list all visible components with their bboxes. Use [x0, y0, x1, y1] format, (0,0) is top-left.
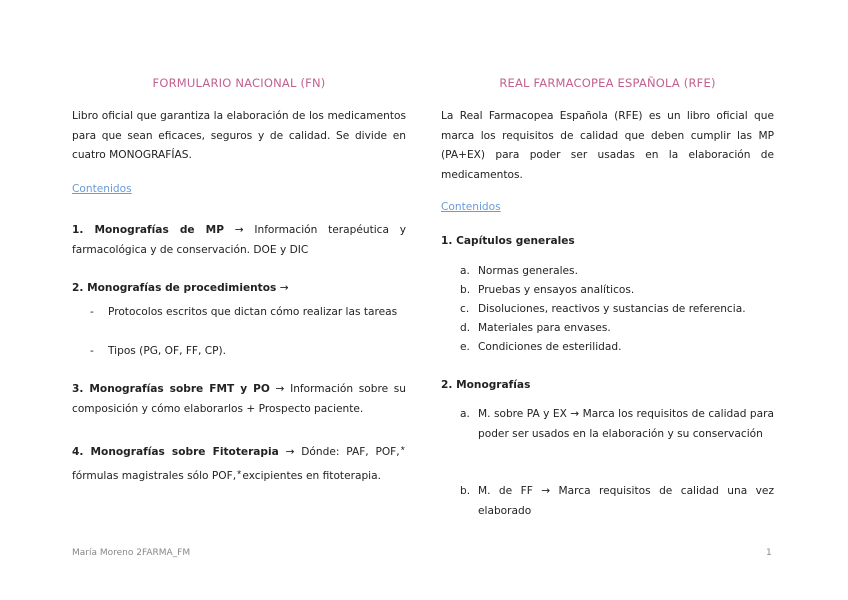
fn-bullet-2: [72, 342, 406, 362]
list-marker: e.: [460, 341, 470, 353]
fn-section-4-title: 4. Monografías sobre Fitoterapia: [72, 446, 279, 458]
rfe-chapter-d-text: Materiales para envases.: [478, 322, 611, 334]
rfe-mono-b-text: M. de FF → Marca requisitos de calidad una vez elaborado: [478, 485, 774, 517]
list-marker: a.: [460, 265, 470, 277]
rfe-chapter-a-text: Normas generales.: [478, 265, 578, 277]
fn-section-1-title: 1. Monografías de MP: [72, 224, 224, 236]
list-marker: c.: [460, 303, 470, 315]
rfe-chapters-heading: 1. Capítulos generales: [441, 235, 575, 247]
rfe-mono-heading: 2. Monografías: [441, 379, 531, 391]
rfe-chapter-b-text: Pruebas y ensayos analíticos.: [478, 284, 635, 296]
fn-section-4-text: → Dónde: PAF, POF, ⃰ fórmulas magistrales sólo POF, ⃰ excipientes en fitoterapia.: [72, 446, 407, 482]
fn-section-3-text: → Información sobre su composición y cómo elaborarlos + Prospecto paciente.: [72, 383, 406, 415]
fn-bullet-2-text: Tipos (PG, OF, FF, CP).: [108, 345, 227, 357]
dash-icon: -: [90, 306, 94, 318]
fn-bullet-1: [72, 303, 406, 343]
fn-section-3: [72, 380, 406, 419]
footer-author: María Moreno 2FARMA_FM: [72, 548, 191, 558]
dash-icon: -: [90, 345, 94, 357]
list-marker: b.: [460, 284, 471, 296]
fn-section-1-text: → Información terapéutica y farmacológica y de conservación. DOE y DIC: [72, 224, 407, 256]
rfe-title: REAL FARMACOPEA ESPAÑOLA (RFE): [499, 76, 716, 90]
fn-section-3-title: 3. Monografías sobre FMT y PO: [72, 383, 270, 395]
list-marker: d.: [460, 322, 471, 334]
rfe-mono-a-text: M. sobre PA y EX → Marca los requisitos de calidad para poder ser usados en la elaboración y su conservación: [478, 408, 774, 440]
rfe-intro: La Real Farmacopea Española (RFE) es un libro oficial que marca los requisitos de calidad que deben cumplir las MP (PA+EX) para poder ser usadas en la elaboración de medicamentos.: [441, 110, 774, 181]
fn-section-4: [72, 440, 406, 488]
fn-contents-link[interactable]: Contenidos: [72, 183, 132, 195]
fn-section-2-title: 2. Monografías de procedimientos: [72, 282, 277, 294]
fn-bullet-1-text: Protocolos escritos que dictan cómo realizar las tareas: [108, 306, 398, 318]
fn-section-1: [72, 221, 406, 260]
fn-title: FORMULARIO NACIONAL (FN): [152, 76, 326, 90]
rfe-chapter-e-text: Condiciones de esterilidad.: [478, 341, 622, 353]
fn-section-2-arrow: →: [276, 282, 289, 294]
fn-section-2: [72, 279, 406, 299]
fn-intro: Libro oficial que garantiza la elaboración de los medicamentos para que sean eficaces, seguros y de calidad. Se divide en cuatro MONOGRAFÍAS.: [72, 110, 406, 161]
rfe-chapter-c-text: Disoluciones, reactivos y sustancias de referencia.: [478, 303, 746, 315]
rfe-contents-link[interactable]: Contenidos: [441, 201, 501, 213]
footer-page-number: 1: [766, 548, 772, 558]
list-marker: a.: [460, 408, 470, 420]
list-marker: b.: [460, 485, 471, 497]
